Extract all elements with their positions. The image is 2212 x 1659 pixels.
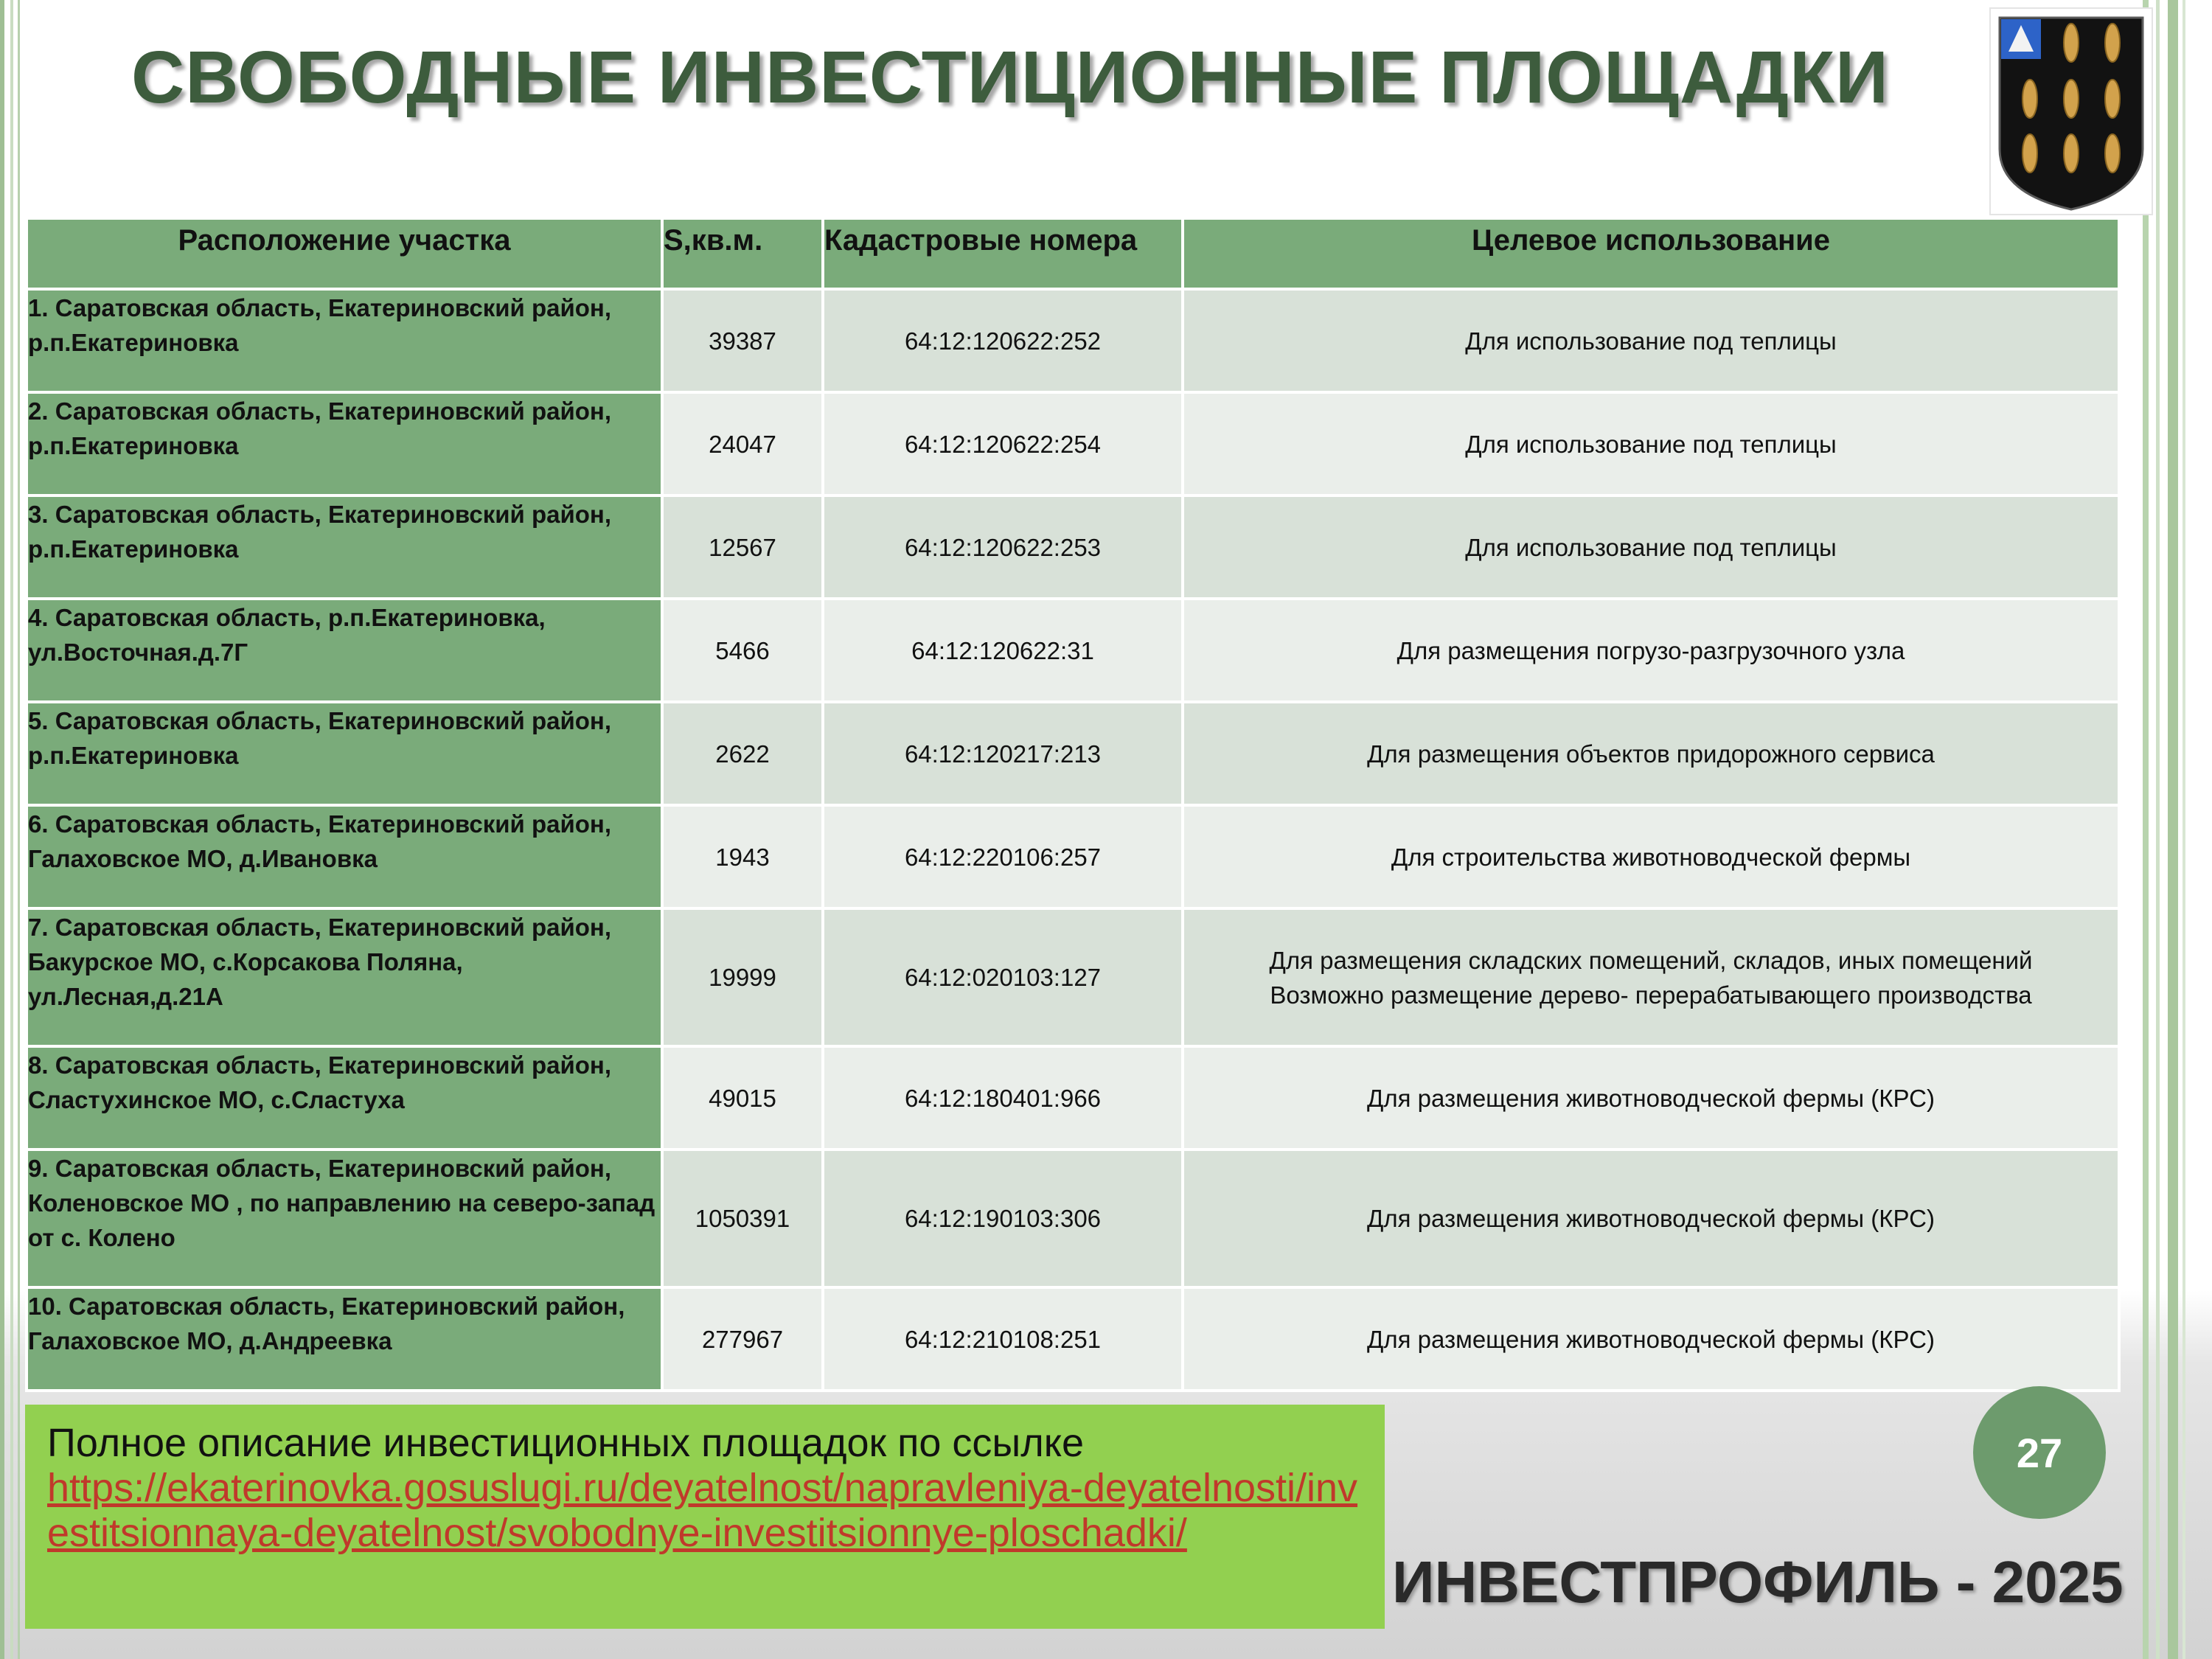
table-row [27,1287,2119,1391]
coat-of-arms-icon [1989,7,2153,215]
column-header-area: S,кв.м. [662,218,823,289]
table-row [27,805,2119,908]
cell-cadastral: 64:12:120622:254 [823,392,1183,495]
page-number-badge: 27 [1973,1386,2106,1519]
cell-location: 3. Саратовская область, Екатериновский район, р.п.Екатериновка [27,495,662,599]
cell-area: 49015 [662,1046,823,1150]
right-border-stripe [2183,0,2185,1659]
cell-location: 9. Саратовская область, Екатериновский район, Коленовское МО , по направлению на северо-запад от с. Колено [27,1150,662,1287]
cell-cadastral: 64:12:120622:31 [823,599,1183,702]
table-row [27,495,2119,599]
cell-cadastral: 64:12:020103:127 [823,908,1183,1046]
left-border-stripe [10,0,13,1659]
footer-label: ИНВЕСТПРОФИЛЬ - 2025 [1392,1549,2124,1615]
cell-location: 4. Саратовская область, р.п.Екатериновка, ул.Восточная.д.7Г [27,599,662,702]
cell-location: 7. Саратовская область, Екатериновский район, Бакурское МО, с.Корсакова Поляна, ул.Лесная,д.21А [27,908,662,1046]
cell-purpose: Для размещения погрузо-разгрузочного узла [1183,599,2119,702]
table-row [27,1150,2119,1287]
cell-purpose: Для размещения животноводческой фермы (КРС) [1183,1046,2119,1150]
column-header-purpose: Целевое использование [1183,218,2119,289]
investment-sites-link[interactable]: https://ekaterinovka.gosuslugi.ru/deyatelnost/napravleniya-deyatelnosti/investitsionnaya-deyatelnost/svobodnye-investitsionnye-ploschadki/ [47,1466,1358,1555]
cell-area: 39387 [662,289,823,392]
cell-cadastral: 64:12:190103:306 [823,1150,1183,1287]
cell-area: 5466 [662,599,823,702]
table-row [27,702,2119,805]
table-row [27,392,2119,495]
column-header-location: Расположение участка [27,218,662,289]
page-title: СВОБОДНЫЕ ИНВЕСТИЦИОННЫЕ ПЛОЩАДКИ [131,36,1889,119]
cell-purpose: Для размещения складских помещений, складов, иных помещений Возможно размещение дерево- перерабатывающего производства [1183,908,2119,1046]
left-border-stripe [0,0,4,1659]
column-header-cadastral: Кадастровые номера [823,218,1183,289]
cell-purpose: Для использование под теплицы [1183,392,2119,495]
link-callout [25,1405,1385,1629]
cell-location: 8. Саратовская область, Екатериновский район, Сластухинское МО, с.Сластуха [27,1046,662,1150]
table-row [27,599,2119,702]
right-border-stripe [2156,0,2160,1659]
right-border-stripe [2168,0,2178,1659]
left-border-stripe [18,0,20,1659]
cell-area: 12567 [662,495,823,599]
cell-area: 1050391 [662,1150,823,1287]
sites-table [25,217,2121,1392]
link-callout-text: Полное описание инвестиционных площадок по ссылке [47,1421,1085,1465]
cell-purpose: Для использование под теплицы [1183,289,2119,392]
table-header-row [27,218,2119,289]
cell-cadastral: 64:12:120622:252 [823,289,1183,392]
cell-purpose: Для строительства животноводческой фермы [1183,805,2119,908]
cell-area: 19999 [662,908,823,1046]
cell-cadastral: 64:12:120622:253 [823,495,1183,599]
cell-location: 1. Саратовская область, Екатериновский район, р.п.Екатериновка [27,289,662,392]
right-border-stripe [2143,0,2149,1659]
cell-area: 2622 [662,702,823,805]
cell-location: 10. Саратовская область, Екатериновский район, Галаховское МО, д.Андреевка [27,1287,662,1391]
cell-purpose: Для размещения объектов придорожного сервиса [1183,702,2119,805]
cell-purpose: Для размещения животноводческой фермы (КРС) [1183,1150,2119,1287]
cell-location: 2. Саратовская область, Екатериновский район, р.п.Екатериновка [27,392,662,495]
cell-purpose: Для использование под теплицы [1183,495,2119,599]
table-row [27,1046,2119,1150]
cell-location: 5. Саратовская область, Екатериновский район, р.п.Екатериновка [27,702,662,805]
table-row [27,289,2119,392]
cell-cadastral: 64:12:180401:966 [823,1046,1183,1150]
cell-cadastral: 64:12:210108:251 [823,1287,1183,1391]
cell-location: 6. Саратовская область, Екатериновский район, Галаховское МО, д.Ивановка [27,805,662,908]
cell-cadastral: 64:12:120217:213 [823,702,1183,805]
cell-area: 24047 [662,392,823,495]
cell-area: 1943 [662,805,823,908]
table-row [27,908,2119,1046]
cell-area: 277967 [662,1287,823,1391]
cell-purpose: Для размещения животноводческой фермы (КРС) [1183,1287,2119,1391]
cell-cadastral: 64:12:220106:257 [823,805,1183,908]
